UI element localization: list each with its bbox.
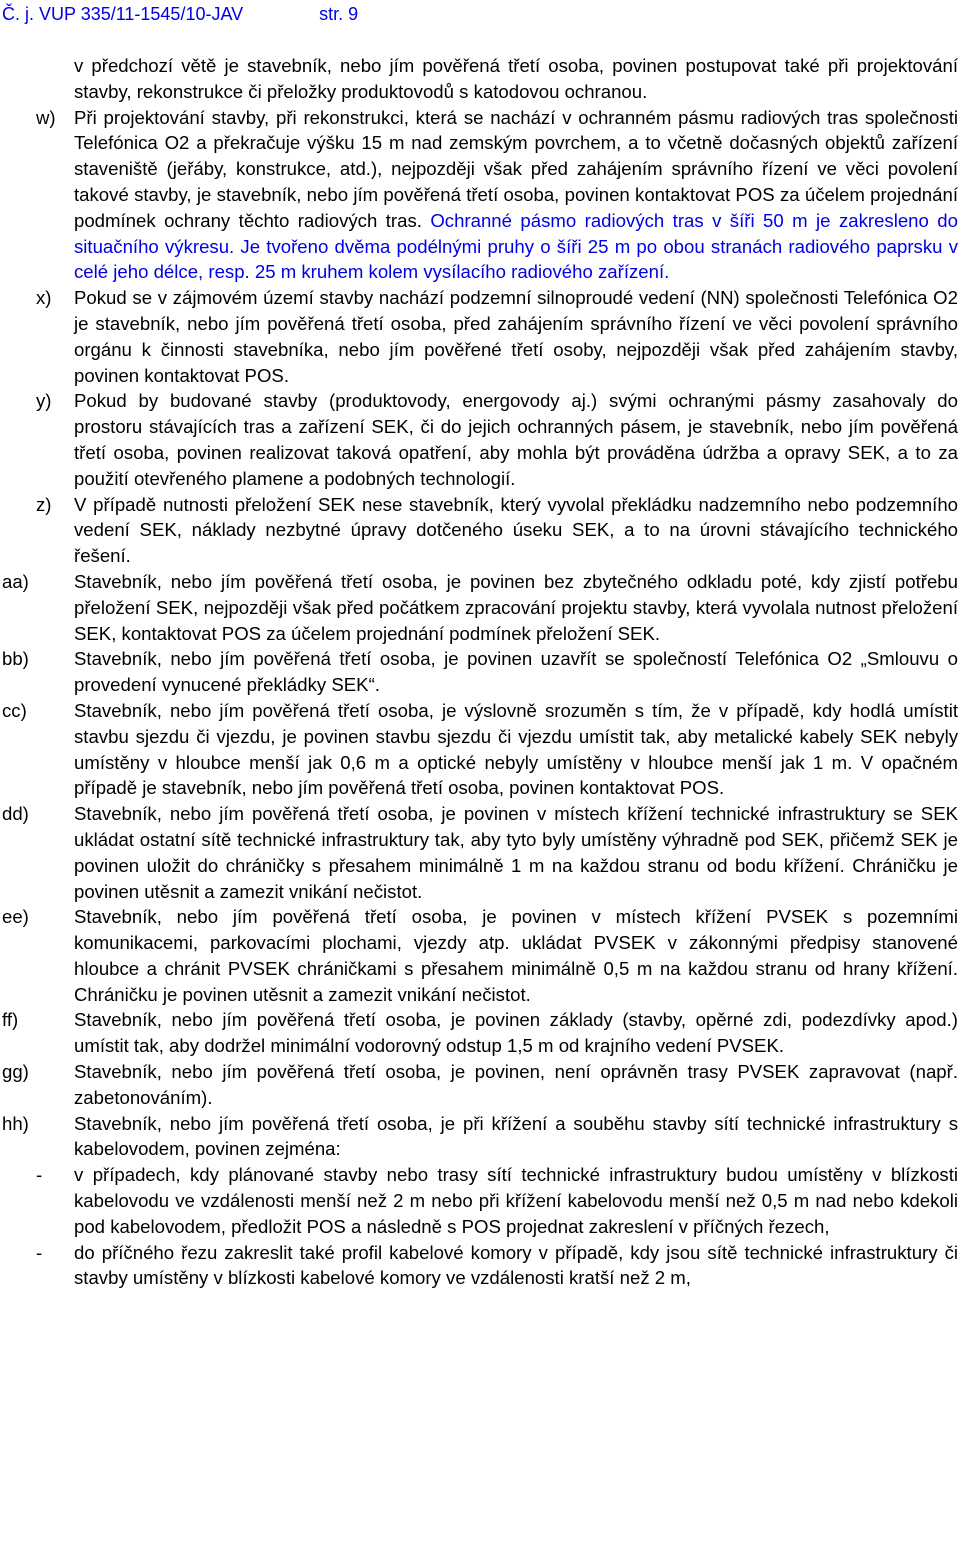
page-number: str. 9: [319, 4, 359, 24]
item-label: x): [36, 287, 52, 309]
item-label: -: [36, 1164, 43, 1186]
item-label: w): [36, 106, 56, 128]
item-label: aa): [2, 570, 29, 592]
item-text: Stavebník, nebo jím pověřená třetí osoba, je povinen, není oprávněn trasy PVSEK zapravovat (např. zabetonováním).: [74, 1061, 958, 1108]
list-item-bb: [0, 646, 958, 698]
item-text: Stavebník, nebo jím pověřená třetí osoba, je povinen uzavřít se společností Telefónica O2 „Smlouvu o provedení vynucené překládky SEK“.: [74, 648, 958, 696]
item-text: Pokud se v zájmovém území stavby nachází podzemní silnoproudé vedení (NN) společnosti Telefónica O2 je stavebník, nebo jím pověřená třetí osoba, před zahájením správního řízení ve věci povolení správního orgánu k činnosti stavebníka, nebo jím pověřené třetí osoby, nejpozději však před zahájením stavby, povinen kontaktovat POS.: [74, 287, 958, 386]
list-item-y: [0, 388, 958, 491]
item-text: Stavebník, nebo jím pověřená třetí osoba, je povinen v místech křížení PVSEK s pozemními komunikacemi, parkovacími plochami, vjezdy atp. ukládat PVSEK v zákonnými předpisy stanovené hloubce a chránit PVSEK chráničkami s přesahem minimálně 0,5 m na každou stranu od hrany křížení. Chráničku je povinen utěsnit a zamezit vnikání nečistot.: [74, 906, 958, 1005]
item-text: Stavebník, nebo jím pověřená třetí osoba, je povinen základy (stavby, opěrné zdi, podezdívky apod.) umístit tak, aby dodržel minimální vodorovný odstup 1,5 m od krajního vedení PVSEK.: [74, 1009, 958, 1057]
item-label: z): [36, 493, 52, 515]
item-label: ff): [2, 1009, 19, 1031]
list-item-gg: [0, 1059, 958, 1111]
item-text: Při projektování stavby, při rekonstrukci, která se nachází v ochranném pásmu radiových tras společnosti Telefónica O2 a překračuje výšku 15 m nad zemským povrchem, a to včetně dočasných objektů zařízení staveniště (jeřáby, konstrukce, atd.), nejpozději však před zahájením správního řízení ve věci povolení takové stavby, je stavebník, nebo jím pověřená třetí osoba, povinen kontaktovat POS za účelem projednání podmínek ochrany těchto radiových tras.: [74, 106, 958, 231]
list-item-ff: [0, 1007, 958, 1059]
item-label: -: [36, 1241, 43, 1263]
item-label: dd): [2, 803, 29, 825]
list-item-hh: [0, 1111, 958, 1163]
item-label: bb): [2, 648, 29, 670]
page-header: [2, 0, 358, 28]
item-text-highlight: Ochranné pásmo radiových tras v šíři 50 m je zakresleno do situačního výkresu. Je tvořeno dvěma podélnými pruhy o šíři 25 m po obou stranách radiového paprsku v celé jeho délce, resp. 25 m kruhem kolem vysílacího radiového zařízení.: [74, 209, 958, 283]
list-item-w: [0, 105, 958, 286]
item-label: cc): [2, 699, 27, 721]
list-item-dd: [0, 801, 958, 904]
list-item-ee: [0, 904, 958, 1007]
item-label: hh): [2, 1112, 29, 1134]
intro-paragraph: v předchozí větě je stavebník, nebo jím pověřená třetí osoba, povinen postupovat také při projektování stavby, rekonstrukce či přeložky produktovodů s katodovou ochranou.: [74, 55, 958, 102]
list-item-x: [0, 285, 958, 388]
item-text: V případě nutnosti přeložení SEK nese stavebník, který vyvolal překládku nadzemního nebo podzemního vedení SEK, náklady nezbytné úpravy dotčeného úseku SEK, a to na úrovni stávajícího technického řešení.: [74, 493, 958, 567]
item-text: do příčného řezu zakreslit také profil kabelové komory v případě, kdy jsou sítě technické infrastruktury či stavby umístěny v blízkosti kabelové komory ve vzdálenosti kratší než 2 m,: [74, 1241, 958, 1289]
item-text: Stavebník, nebo jím pověřená třetí osoba, je při křížení a souběhu stavby sítí technické infrastruktury s kabelovodem, povinen zejména:: [74, 1112, 958, 1160]
item-label: gg): [2, 1061, 29, 1083]
list-item-z: [0, 492, 958, 569]
document-number: Č. j. VUP 335/11-1545/10-JAV: [2, 4, 244, 24]
item-label: y): [36, 390, 52, 412]
list-item-dash-1: [0, 1162, 958, 1239]
item-text: Pokud by budované stavby (produktovody, energovody aj.) svými ochranými pásmy zasahovaly do prostoru stávajících tras a zařízení SEK, či do jejich ochranných pásem, je stavebník, nebo jím pověřená třetí osoba, povinen realizovat taková opatření, aby mohla být prováděna údržba a opravy SEK, a to za použití otevřeného plamene a podobných technologií.: [74, 390, 958, 489]
item-text: Stavebník, nebo jím pověřená třetí osoba, je výslovně srozuměn s tím, že v případě, kdy hodlá umístit stavbu sjezdu či vjezdu, je povinen stavbu sjezdu či vjezdu umístit tak, aby metalické kabely SEK nebyly umístěny v hloubce menší jak 0,6 m a optické nebyly umístěny v hloubce menší jak 1 m. V opačném případě je stavebník, nebo jím pověřená třetí osoba, povinen kontaktovat POS.: [74, 699, 958, 799]
item-text: Stavebník, nebo jím pověřená třetí osoba, je povinen bez zbytečného odkladu poté, kdy zjistí potřebu přeložení SEK, nejpozději však před počátkem zpracování projektu stavby, která vyvolala nutnost přeložení SEK, kontaktovat POS za účelem projednání podmínek přeložení SEK.: [74, 570, 958, 644]
document-body: [0, 53, 958, 1291]
item-text: v případech, kdy plánované stavby nebo trasy sítí technické infrastruktury budou umístěny v blízkosti kabelovodu ve vzdálenosti menší než 2 m nebo při křížení kabelovodu menší než 0,5 m nad nebo kdekoli pod kabelovodem, předložit POS a následně s POS projednat zakreslení v příčných řezech,: [74, 1164, 958, 1237]
item-label: ee): [2, 906, 29, 928]
item-text: Stavebník, nebo jím pověřená třetí osoba, je povinen v místech křížení technické infrastruktury se SEK ukládat ostatní sítě technické infrastruktury tak, aby tyto byly umístěny výhradně pod SEK, přičemž SEK je povinen uložit do chráničky s přesahem minimálně 1 m na každou stranu od bodu křížení. Chráničku je povinen utěsnit a zamezit vnikání nečistot.: [74, 803, 958, 902]
list-item-dash-2: [0, 1240, 958, 1292]
list-item-cc: [0, 698, 958, 801]
list-item-aa: [0, 569, 958, 646]
